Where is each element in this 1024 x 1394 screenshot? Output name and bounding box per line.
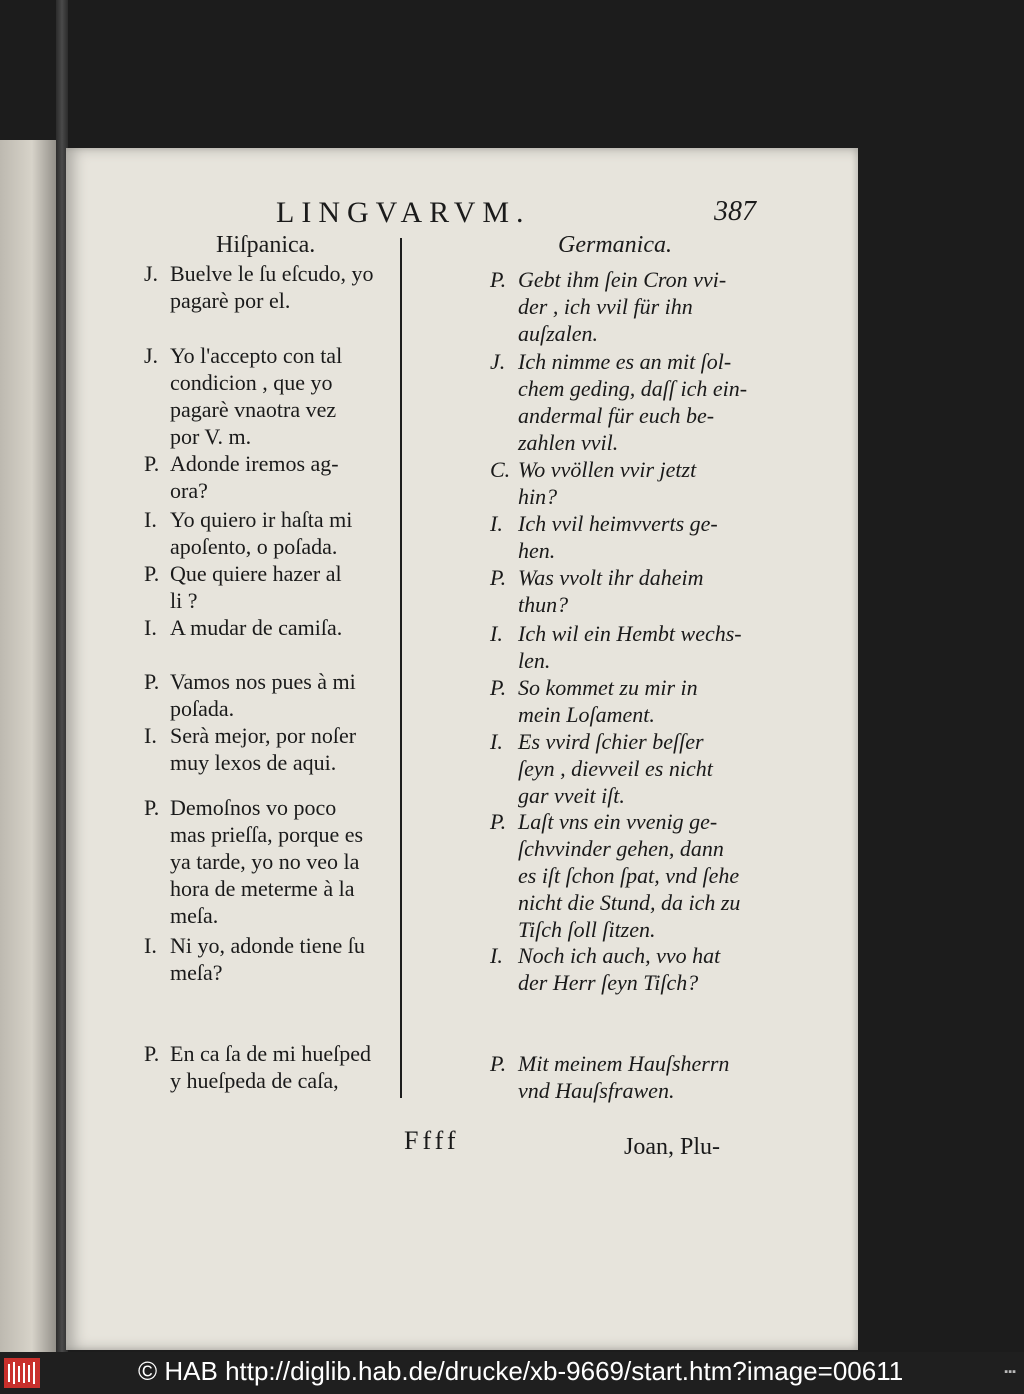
speaker-label: I.	[144, 933, 157, 958]
speaker-label: I.	[144, 723, 157, 748]
dialogue-text: Wo vvöllen vvir jetzt hin?	[518, 457, 697, 509]
speaker-label: P.	[490, 809, 507, 834]
dialogue-text: Ich vvil heimvverts ge- hen.	[518, 511, 718, 563]
speaker-label: I.	[490, 943, 503, 968]
viewer-footer	[0, 1352, 1024, 1394]
library-logo-icon	[4, 1358, 40, 1388]
column-heading-german: Germanica.	[558, 232, 672, 258]
dialogue-text: Mit meinem Hauſsherrn vnd Hauſsfrawen.	[518, 1051, 730, 1103]
speaker-label: J.	[144, 343, 159, 368]
dialogue-text: Adonde iremos ag- ora?	[170, 451, 339, 503]
page-header	[276, 196, 816, 236]
speaker-label: P.	[490, 267, 507, 292]
dialogue-text: Ich wil ein Hembt wechs- len.	[518, 621, 742, 673]
column-heading-spanish: Hiſpanica.	[216, 232, 316, 258]
speaker-label: P.	[144, 1041, 160, 1066]
speaker-label: I.	[490, 511, 503, 536]
speaker-label: C.	[490, 457, 511, 482]
copyright-link[interactable]: © HAB http://diglib.hab.de/drucke/xb-9669/start.htm?image=00611	[138, 1356, 904, 1386]
book-page	[66, 148, 858, 1350]
running-title: LINGVARVM.	[276, 196, 531, 229]
dialogue-text: So kommet zu mir in mein Loſament.	[518, 675, 698, 727]
dialogue-text: Que quiere hazer al li ?	[170, 561, 342, 613]
speaker-label: P.	[490, 1051, 507, 1076]
catchword: Joan, Plu-	[624, 1134, 720, 1160]
speaker-label: J.	[490, 349, 506, 374]
speaker-label: I.	[490, 621, 503, 646]
dialogue-text: Yo quiero ir haſta mi apoſento, o poſada.	[170, 507, 353, 559]
speaker-label: P.	[144, 561, 160, 586]
speaker-label: P.	[144, 795, 160, 820]
dialogue-text: Ich nimme es an mit ſol- chem geding, daſſ ich ein- andermal für euch be- zahlen vvil.	[518, 349, 748, 455]
dialogue-text: Yo l'accepto con tal condicion , que yo pagarè vnaotra vez por V. m.	[170, 343, 343, 449]
dialogue-text: Ni yo, adonde tiene ſu meſa?	[170, 933, 365, 985]
dialogue-text: Was vvolt ihr daheim thun?	[518, 565, 704, 617]
dialogue-text: Laſt vns ein vvenig ge- ſchvvinder gehen, dann es iſt ſchon ſpat, vnd ſehe nicht die Stund, da ich zu Tiſch ſoll ſitzen.	[518, 809, 741, 942]
signature-mark: Ffff	[404, 1126, 460, 1155]
speaker-label: J.	[144, 261, 159, 286]
dialogue-text: Serà mejor, por noſer muy lexos de aqui.	[170, 723, 357, 775]
dialogue-text: Vamos nos pues à mi poſada.	[170, 669, 356, 721]
dialogue-text: Noch ich auch, vvo hat der Herr ſeyn Tiſch?	[518, 943, 721, 995]
speaker-label: P.	[144, 451, 160, 476]
dialogue-text: Es vvird ſchier beſſer ſeyn , dievveil es nicht gar vveit iſt.	[518, 729, 713, 808]
speaker-label: P.	[490, 565, 507, 590]
column-divider	[400, 238, 402, 1098]
page-number: 387	[714, 196, 756, 227]
speaker-label: I.	[144, 507, 157, 532]
viewer-ref-icon: ▪▪▪	[1004, 1366, 1016, 1378]
dialogue-text: Buelve le ſu eſcudo, yo pagarè por el.	[170, 261, 374, 313]
dialogue-text: A mudar de camiſa.	[170, 615, 343, 640]
dialogue-text: En ca ſa de mi hueſped y hueſpeda de caſa,	[170, 1041, 371, 1093]
dialogue-text: Gebt ihm ſein Cron vvi- der , ich vvil für ihn auſzalen.	[518, 267, 727, 346]
speaker-label: I.	[144, 615, 157, 640]
previous-page-edge	[0, 140, 58, 1352]
speaker-label: I.	[490, 729, 503, 754]
dialogue-text: Demoſnos vo poco mas prieſſa, porque es ya tarde, yo no veo la hora de meterme à la meſa.	[170, 795, 364, 928]
speaker-label: P.	[490, 675, 507, 700]
speaker-label: P.	[144, 669, 160, 694]
